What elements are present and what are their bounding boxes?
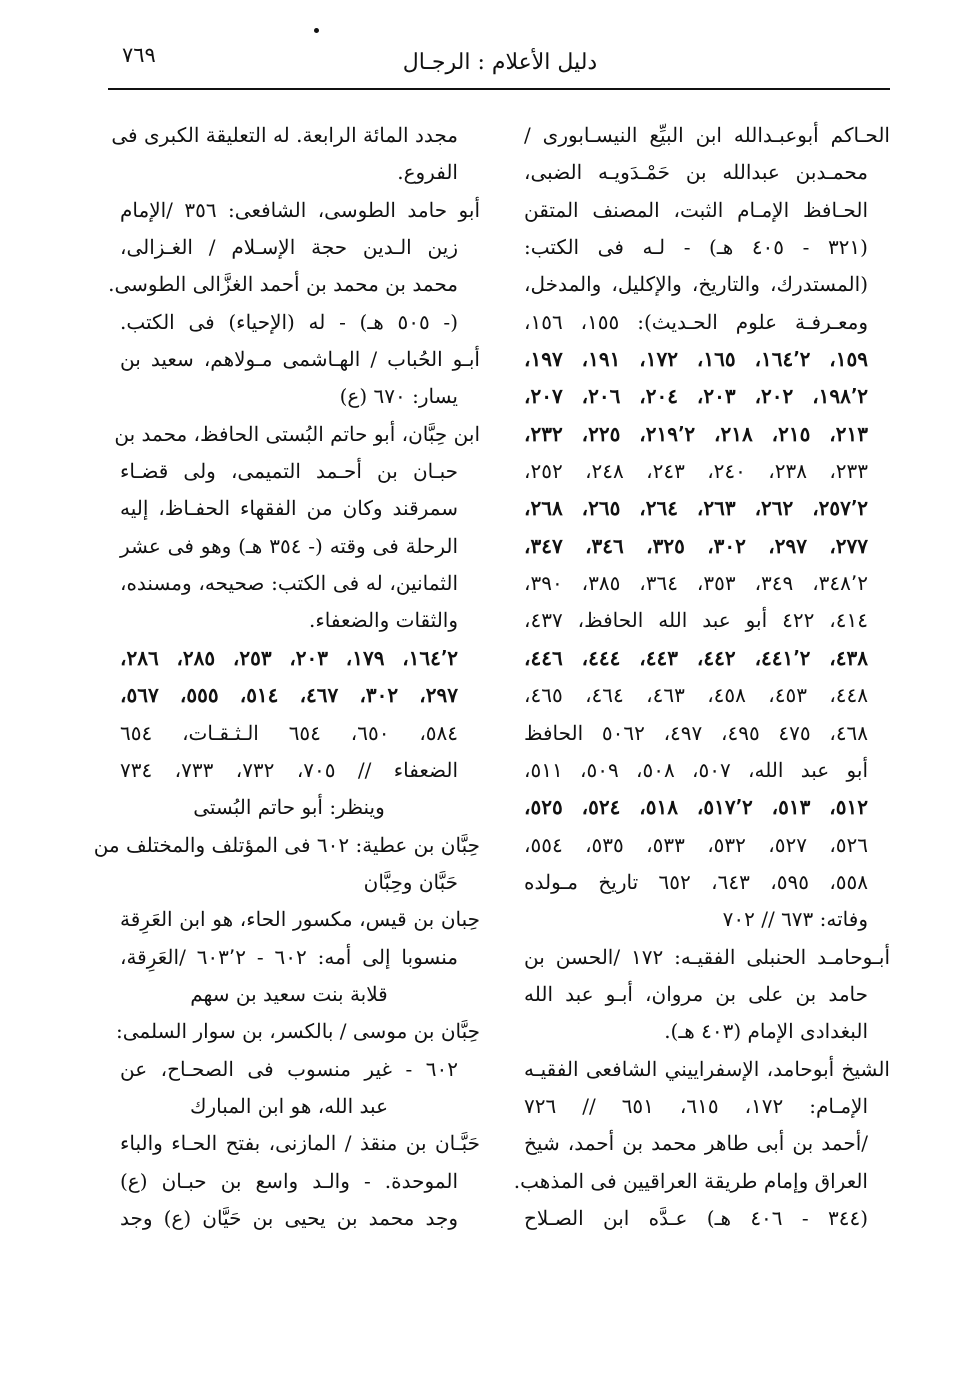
- text-line: زين الـدين حجة الإسـلام / الغـزالى،: [120, 235, 458, 260]
- left-column: [93, 117, 481, 1237]
- header-rule: [108, 88, 890, 90]
- text-line: ٢٣٣، ٢٣٨، ٢٤٠، ٢٤٣، ٢٤٨، ٢٥٢،: [524, 459, 869, 484]
- text-line: ٢٩٧، ٣٠٢، ٤٦٧، ٥١٤، ٥٥٥، ٥٦٧،: [120, 683, 458, 708]
- text-line: ٤٤٨، ٤٥٣، ٤٥٨، ٤٦٣، ٤٦٤، ٤٦٥،: [524, 683, 869, 708]
- text-line: الإمـام: ١٧٢، ٦١٥، ٦٥١ // ٧٢٦: [524, 1093, 868, 1118]
- text-line: حَبَّـان بن منقذ / المازنى، بفتح الحـاء والباء: [120, 1131, 480, 1156]
- text-line: محمد بن محمد بن أحمد الغزَّالى الطوسى.: [108, 272, 458, 297]
- text-line: حِبَّان بن موسى / بالكسر، بن سوار السلمى:: [116, 1019, 480, 1044]
- text-line: ابن حِبَّان، أبو حاتم البُستى الحافظ، محمد بن: [114, 421, 480, 446]
- text-line: وجد محمد بن يحيى بن حَيَّان (ع) وجد: [120, 1205, 458, 1230]
- text-line: ١٥٩، ١٦٤٬٢، ١٦٥، ١٧٢، ١٩١، ١٩٧،: [524, 347, 868, 372]
- text-line: ٢٧٧، ٢٩٧، ٣٠٢، ٣٢٥، ٣٤٦، ٣٤٧،: [524, 533, 869, 558]
- running-header-title: دليل الأعلام : الرجـال: [402, 50, 598, 75]
- text-line: حامد بن على بن مروان، أبـو عبد الله: [524, 981, 868, 1006]
- text-line: ٢٥٧٬٢، ٢٦٢، ٢٦٣، ٢٦٤، ٢٦٥، ٢٦٨،: [524, 496, 868, 521]
- text-line: وفاته: ٦٧٣ // ٧٠٢: [722, 907, 868, 932]
- text-line: أبـو الحُباب / الهـاشمى مـولاهم، سعيد بن: [120, 347, 480, 372]
- text-line: الموحدة. - والـد واسع بن حبـان (ع): [120, 1168, 458, 1193]
- text-line: أبو حامد الطوسى، الشافعى: ٣٥٦ /الإمام: [120, 197, 481, 222]
- text-line: ٦٠٢ - غير منسوب فى الصحـاح، عن: [120, 1056, 458, 1081]
- text-line: الرحلة فى وقته (- ٣٥٤ هـ) وهو فى عشر: [120, 533, 459, 558]
- text-line: ٢١٣، ٢١٥، ٢١٨، ٢١٩٬٢، ٢٢٥، ٢٣٢،: [524, 421, 868, 446]
- ink-dot: [314, 28, 319, 33]
- text-line: الضعفاء // ٧٠٥، ٧٣٢، ٧٣٣، ٧٣٤: [120, 757, 459, 782]
- text-line: ٥١٢، ٥١٣، ٥١٧٬٢، ٥١٨، ٥٢٤، ٥٢٥،: [524, 795, 868, 820]
- text-line: ٤٣٨، ٤٤١٬٢، ٤٤٢، ٤٤٣، ٤٤٤، ٤٤٦،: [524, 645, 868, 670]
- text-line: وينظر: أبو حاتم البُستى: [193, 795, 385, 820]
- text-line: البغدادى الإمام (٤٠٣ هـ).: [664, 1019, 868, 1044]
- text-line: الفروع.: [397, 160, 458, 185]
- text-line: قلابة بنت سعيد بن سهم: [190, 981, 388, 1006]
- text-line: منسوبا إلى أمه: ٦٠٢ - ٦٠٣٬٢ /العَرِقة،: [120, 944, 458, 969]
- text-line: (- ٥٠٥ هـ) - له (الإحياء) فى الكتب.: [120, 309, 458, 334]
- text-line: ٥٢٦، ٥٢٧، ٥٣٢، ٥٣٣، ٥٣٥، ٥٥٤،: [524, 832, 869, 857]
- text-line: الشيخ أبوحامد، الإسفراييني الشافعى الفقيـه: [524, 1056, 890, 1081]
- text-line: سمرقند وكان من الفقهاء الحفـاظ، إليه: [120, 496, 458, 521]
- text-line: الحـافظ الإمـام الثبت، المصنف المتقن: [524, 197, 868, 222]
- text-line: ومعـرفـة علوم الحـديث): ١٥٥، ١٥٦،: [524, 309, 868, 334]
- text-line: ١٦٤٬٢، ١٧٩، ٢٠٣، ٢٥٣، ٢٨٥، ٢٨٦،: [120, 645, 458, 670]
- text-line: يسار: ٦٧٠ (ع): [339, 384, 458, 409]
- text-line: ١٩٨٬٢، ٢٠٢، ٢٠٣، ٢٠٤، ٢٠٦، ٢٠٧،: [524, 384, 868, 409]
- right-column: [513, 117, 890, 1237]
- text-line: عبد الله، هو ابن المبارك: [189, 1093, 389, 1118]
- text-line: (٣٤٤ - ٤٠٦ هـ) عـدَّه ابن الصـلاح: [524, 1205, 868, 1230]
- text-line: محمـدبن عبدالله بن حَمْـدَويـه الضبى،: [524, 160, 868, 185]
- text-line: الثمانين، له فى الكتب: صحيحه، ومسنده،: [120, 571, 458, 596]
- text-line: /أحمد بن أبى طاهر محمد بن أحمد، شيخ: [524, 1131, 868, 1156]
- text-line: ٥٨٤، ٦٥٠، ٦٥٤ الـثـقـات، ٦٥٤: [120, 720, 459, 745]
- text-line: والثقات والضعفاء.: [308, 608, 458, 633]
- text-line: أبـوحامـد الحنبلى الفقيـه: ١٧٢ /الحسن بن: [524, 944, 890, 969]
- text-line: ٥٥٨، ٥٩٥، ٦٤٣، ٦٥٢ تاريخ مـولده: [524, 869, 869, 894]
- text-line: مجدد المائة الرابعة. له التعليقة الكبرى فى: [111, 123, 458, 147]
- text-line: ٣٤٨٬٢، ٣٤٩، ٣٥٣، ٣٦٤، ٣٨٥، ٣٩٠،: [524, 571, 868, 596]
- page-number: ٧٦٩: [122, 43, 156, 67]
- text-line: الحـاكم أبوعبـدالله ابن البيِّع النيسـابورى /: [524, 123, 890, 147]
- text-line: حِبَّان بن عطية: ٦٠٢ فى المؤتلف والمختلف من: [93, 832, 480, 857]
- text-line: العراق وإمام طريقة العراقيين فى المذهب.: [513, 1168, 868, 1193]
- text-line: حَبَّان وحِبَّان: [363, 869, 458, 894]
- text-line: حِبان بن قيس، مكسور الحاء، هو ابن العَرِقة: [120, 907, 480, 932]
- text-line: (٣٢١ - ٤٠٥ هـ) - لـه فى الكتب:: [524, 235, 868, 260]
- text-line: ٤٦٨، ٤٧٥ ٤٩٥، ٤٩٧، ٥٠٦٢ الحافظ: [524, 720, 869, 745]
- text-line: حبـان بن أحـمد التميمى، ولى قضـاء: [120, 459, 458, 484]
- text-line: (المستدرك، والتاريخ، والإكليل، والمدخل،: [524, 272, 868, 297]
- text-line: أبو عبد الله، ٥٠٧، ٥٠٨، ٥٠٩، ٥١١،: [524, 757, 868, 782]
- text-line: ٤١٤، ٤٢٢ أبو عبد الله الحافظ، ٤٣٧،: [524, 608, 868, 633]
